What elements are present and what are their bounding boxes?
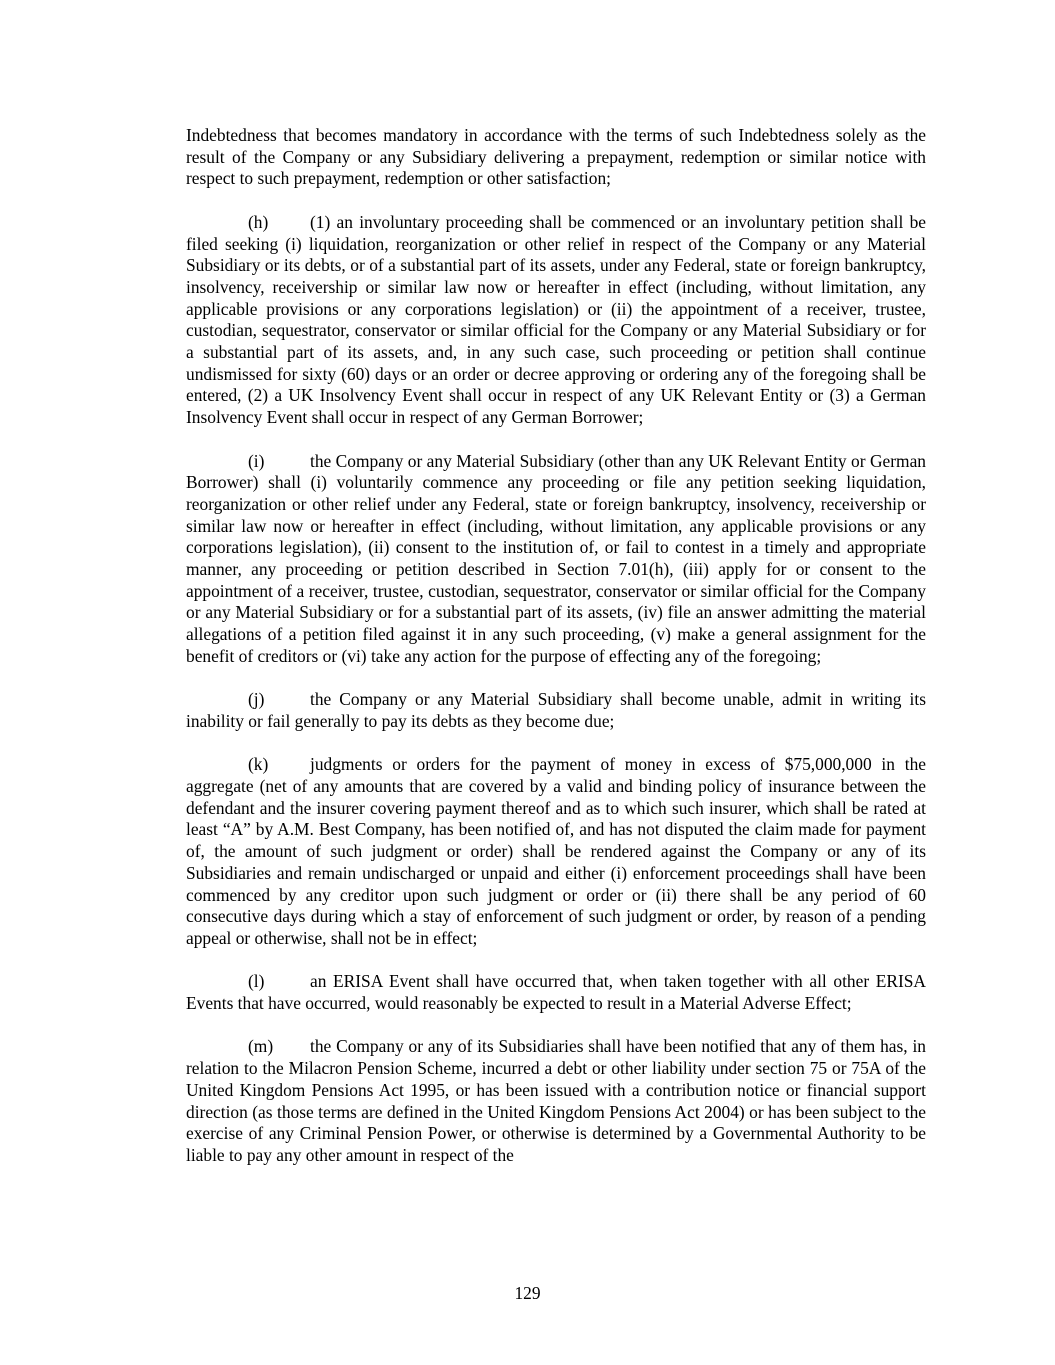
paragraph-text: the Company or any Material Subsidiary shall become unable, admit in writing its inability or fail generally to pay its debts as they become due; (186, 689, 926, 731)
paragraph-text: the Company or any Material Subsidiary (other than any UK Relevant Entity or German Borrower) shall (i) voluntarily commence any proceeding or file any petition seeking liquidation, reorganization or other relief under any Federal, state or foreign bankruptcy, insolvency, receivership or similar law now or hereafter in effect (including, without limitation, any applicable provisions or any corporations legislation), (ii) consent to the institution of, or fail to contest in a timely and appropriate manner, any proceeding or petition described in Section 7.01(h), (iii) apply for or consent to the appointment of a receiver, trustee, custodian, sequestrator, conservator or similar official for the Company or any Material Subsidiary or for a substantial part of its assets, (iv) file an answer admitting the material allegations of a petition filed against it in any such proceeding, (v) make a general assignment for the benefit of creditors or (vi) take any action for the purpose of effecting any of the foregoing; (186, 450, 926, 666)
paragraph-marker: (i) (248, 450, 265, 471)
paragraph-h (186, 212, 926, 429)
paragraph-l (186, 971, 926, 1014)
paragraph-marker: (j) (248, 689, 265, 710)
paragraph-text: judgments or orders for the payment of money in excess of $75,000,000 in the aggregate (net of any amounts that are covered by a valid and binding policy of insurance between the defendant and the insurer covering payment thereof and as to which such insurer, which shall be rated at least “A” by A.M. Best Company, has been notified of, and has not disputed the claim made for payment of, the amount of such judgment or order) shall be rendered against the Company or any of its Subsidiaries and remain undischarged or unpaid and either (i) enforcement proceedings shall have been commenced by any creditor upon such judgment or order or (ii) there shall be any period of 60 consecutive days during which a stay of enforcement of such judgment or order, by reason of a pending appeal or otherwise, shall not be in effect; (186, 754, 926, 948)
paragraph-text: (1) an involuntary proceeding shall be commenced or an involuntary petition shall be filed seeking (i) liquidation, reorganization or other relief in respect of the Company or any Material Subsidiary or its debts, or of a substantial part of its assets, under any Federal, state or foreign bankruptcy, insolvency, receivership or similar law now or hereafter in effect (including, without limitation, any applicable provisions or any corporations legislation) or (ii) the appointment of a receiver, trustee, custodian, sequestrator, conservator or similar official for the Company or any Material Subsidiary or for a substantial part of its assets, and, in any such case, such proceeding or petition shall continue undismissed for sixty (60) days or an order or decree approving or ordering any of the foregoing shall be entered, (2) a UK Insolvency Event shall occur in respect of any UK Relevant Entity or (3) a German Insolvency Event shall occur in respect of any German Borrower; (186, 211, 926, 428)
paragraph-marker: (l) (248, 971, 265, 992)
paragraph-i (186, 451, 926, 668)
paragraph-continuation (186, 125, 926, 190)
paragraph-marker: (k) (248, 754, 269, 775)
paragraph-text: Indebtedness that becomes mandatory in accordance with the terms of such Indebtedness solely as the result of the Company or any Subsidiary delivering a prepayment, redemption or similar notice with respect to such prepayment, redemption or other satisfaction; (186, 125, 926, 189)
paragraph-m (186, 1036, 926, 1166)
paragraph-text: the Company or any of its Subsidiaries shall have been notified that any of them has, in relation to the Milacron Pension Scheme, incurred a debt or other liability under section 75 or 75A of the United Kingdom Pensions Act 1995, or has been issued with a contribution notice or financial support direction (as those terms are defined in the United Kingdom Pensions Act 2004) or has been subject to the exercise of any Criminal Pension Power, or otherwise is determined by a Governmental Authority to be liable to pay any other amount in respect of the (186, 1036, 926, 1165)
paragraph-text: an ERISA Event shall have occurred that, when taken together with all other ERISA Events that have occurred, would reasonably be expected to result in a Material Adverse Effect; (186, 971, 926, 1014)
paragraph-marker: (h) (248, 211, 269, 232)
page-number: 129 (514, 1283, 541, 1303)
paragraph-marker: (m) (248, 1036, 274, 1057)
paragraph-k (186, 754, 926, 949)
paragraph-j (186, 689, 926, 732)
document-body (186, 125, 926, 1188)
